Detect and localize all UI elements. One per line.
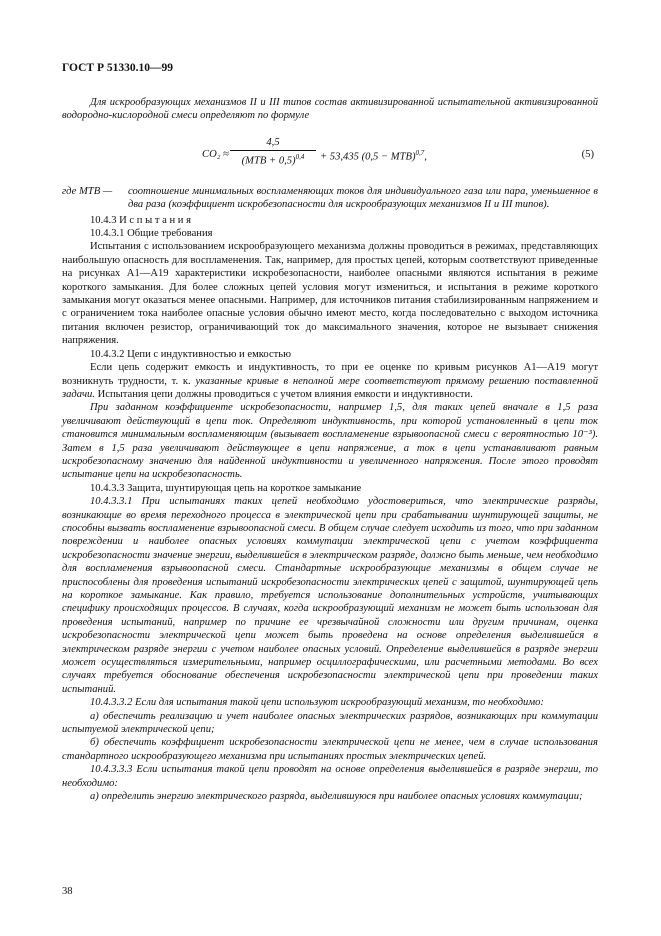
where-clause	[62, 185, 598, 212]
where-label: где MTB —	[62, 185, 113, 197]
where-text: соотношение минимальных воспламеняющих токов для индивидуального газа или пара, уменьшенное в два раза (коэффициент искробезопасности для искрообразующих механизмов II и III типов).	[128, 185, 598, 211]
intro-paragraph: Для искрообразующих механизмов II и III типов состав активизированной испытательной активизированной водородно-кислородной смеси определяют по формуле	[62, 97, 598, 122]
section-10-4-3-2-italic-text: При заданном коэффициенте искробезопасности, например 1,5, для таких цепей вначале в 1,5 раза увеличивают действующий в цепи ток. Определяют индуктивность, при которой установленный в цепи ток становится минимальным воспламеняющим (вызывает воспламенение взрывоопасной смеси с вероятностью 10⁻³). Затем в 1,5 раза увеличивают действующее в цепи напряжение, а ток в цепи устанавливают равным искробезопасному значению для найденной индуктивности и увеличенного напряжения. После этого проводят испытание цепи на искробезопасность.	[62, 402, 598, 481]
section-10-4-3-3-2-text: 10.4.3.3.2 Если для испытания такой цепи используют искрообразующий механизм, то необходимо:	[90, 697, 544, 709]
section-10-4-3-2-text: Если цепь содержит емкость и индуктивность, то при ее оценке по кривым рисунков А1—А19 могут возникнуть трудности, т. к. указанные кривые в неполной мере соответствуют прямому решению поставленной задачи. Испытания цепи должны проводиться с учетом влияния емкости и индуктивности.	[62, 362, 598, 400]
page-number: 38	[62, 886, 73, 897]
formula-lhs: CO₂ ≈	[202, 148, 229, 160]
section-10-4-3-1-text: Испытания с использованием искрообразующего механизма должны проводиться в режимах, представляющих наибольшую опасность для воспламенения. Так, например, для простых цепей, которым соответствуют приведенные на рисунках А1—А19 характеристики искробезопасности, наиболее опасными являются испытания в режиме короткого замыкания. Для более сложных цепей условия могут измениться, и испытания в режиме короткого замыкания могут оказаться менее опасными. Например, для источников питания стабилизированным напряжением и с ограничением тока наиболее опасные условия обычно имеют место, когда последовательно с выходом источника питания включен резистор, ограничивающий ток до максимального значения, которое не вызывает снижения напряжения.	[62, 241, 598, 347]
formula-fraction	[230, 137, 316, 167]
formula-numerator: 4,5	[230, 137, 316, 151]
section-10-4-3-2-heading: 10.4.3.2 Цепи с индуктивностью и емкостью	[90, 348, 292, 360]
list-item-a-energy: а) определить энергию электрического разряда, выделившуюся при наиболее опасных условиях коммутации;	[90, 791, 583, 803]
formula-number: (5)	[581, 148, 594, 160]
formula-rest: + 53,435 (0,5 − MTB)$^{0,7}$,	[320, 148, 427, 163]
list-item-b: б) обеспечить коэффициент искробезопасности электрической цепи не менее, чем в случае использования стандартного искрообразующего механизма при испытаниях простых электрических цепей.	[62, 737, 598, 762]
section-10-4-3-3-heading: 10.4.3.3 Защита, шунтирующая цепь на короткое замыкание	[90, 482, 362, 494]
section-10-4-3-heading: 10.4.3 И с п ы т а н и я	[90, 214, 192, 226]
section-10-4-3-3-3-text: 10.4.3.3.3 Если испытания такой цепи проводят на основе определения выделившейся в разряде энергии, то необходимо:	[62, 764, 598, 789]
document-header: ГОСТ Р 51330.10—99	[62, 62, 173, 74]
formula-5	[62, 137, 598, 177]
section-10-4-3-1-heading: 10.4.3.1 Общие требования	[90, 228, 213, 240]
document-page	[62, 62, 598, 804]
formula-denominator: (MTB + 0,5)$^{0,4}$	[241, 152, 305, 167]
section-10-4-3-3-1-text: 10.4.3.3.1 При испытаниях таких цепей необходимо удостовериться, что электрические разряды, возникающие во время переходного процесса в электрической цепи при срабатывании шунтирующей защиты, не способны вызвать воспламенение взрывоопасной смеси. В общем случае следует исходить из того, что при заданном повреждении и наиболее опасных условиях коммутации электрической цепи с учетом коэффициента искробезопасности значение энергии, выделившейся в электрическом разряде, должно быть меньше, чем необходимо для воспламенения взрывоопасной смеси. Стандартные искрообразующие механизмы в общем случае не приспособлены для проведения испытаний искробезопасности электрических цепей с защитой, шунтирующей цепь на короткое замыкание. Как правило, требуется использование дополнительных устройств, учитывающих специфику происходящих процессов. В случаях, когда искрообразующий механизм не может быть использован для проведения испытаний, например по причине ее чрезвычайной сложности или другим причинам, оценка искробезопасности электрической цепи может быть проведена на основе определения выделившейся в электрическом разряде энергии с учетом наиболее опасных условий. Определение выделившейся в разряде энергии может осуществляться измерительными, например осциллографическими, или расчетными методами. Во всех случаях требуется обоснование обеспечения искробезопасности электрической цепи при проведении таких испытаний.	[62, 496, 598, 695]
list-item-a: а) обеспечить реализацию и учет наиболее опасных электрических разрядов, возникающих при коммутации испытуемой электрической цепи;	[62, 710, 598, 736]
